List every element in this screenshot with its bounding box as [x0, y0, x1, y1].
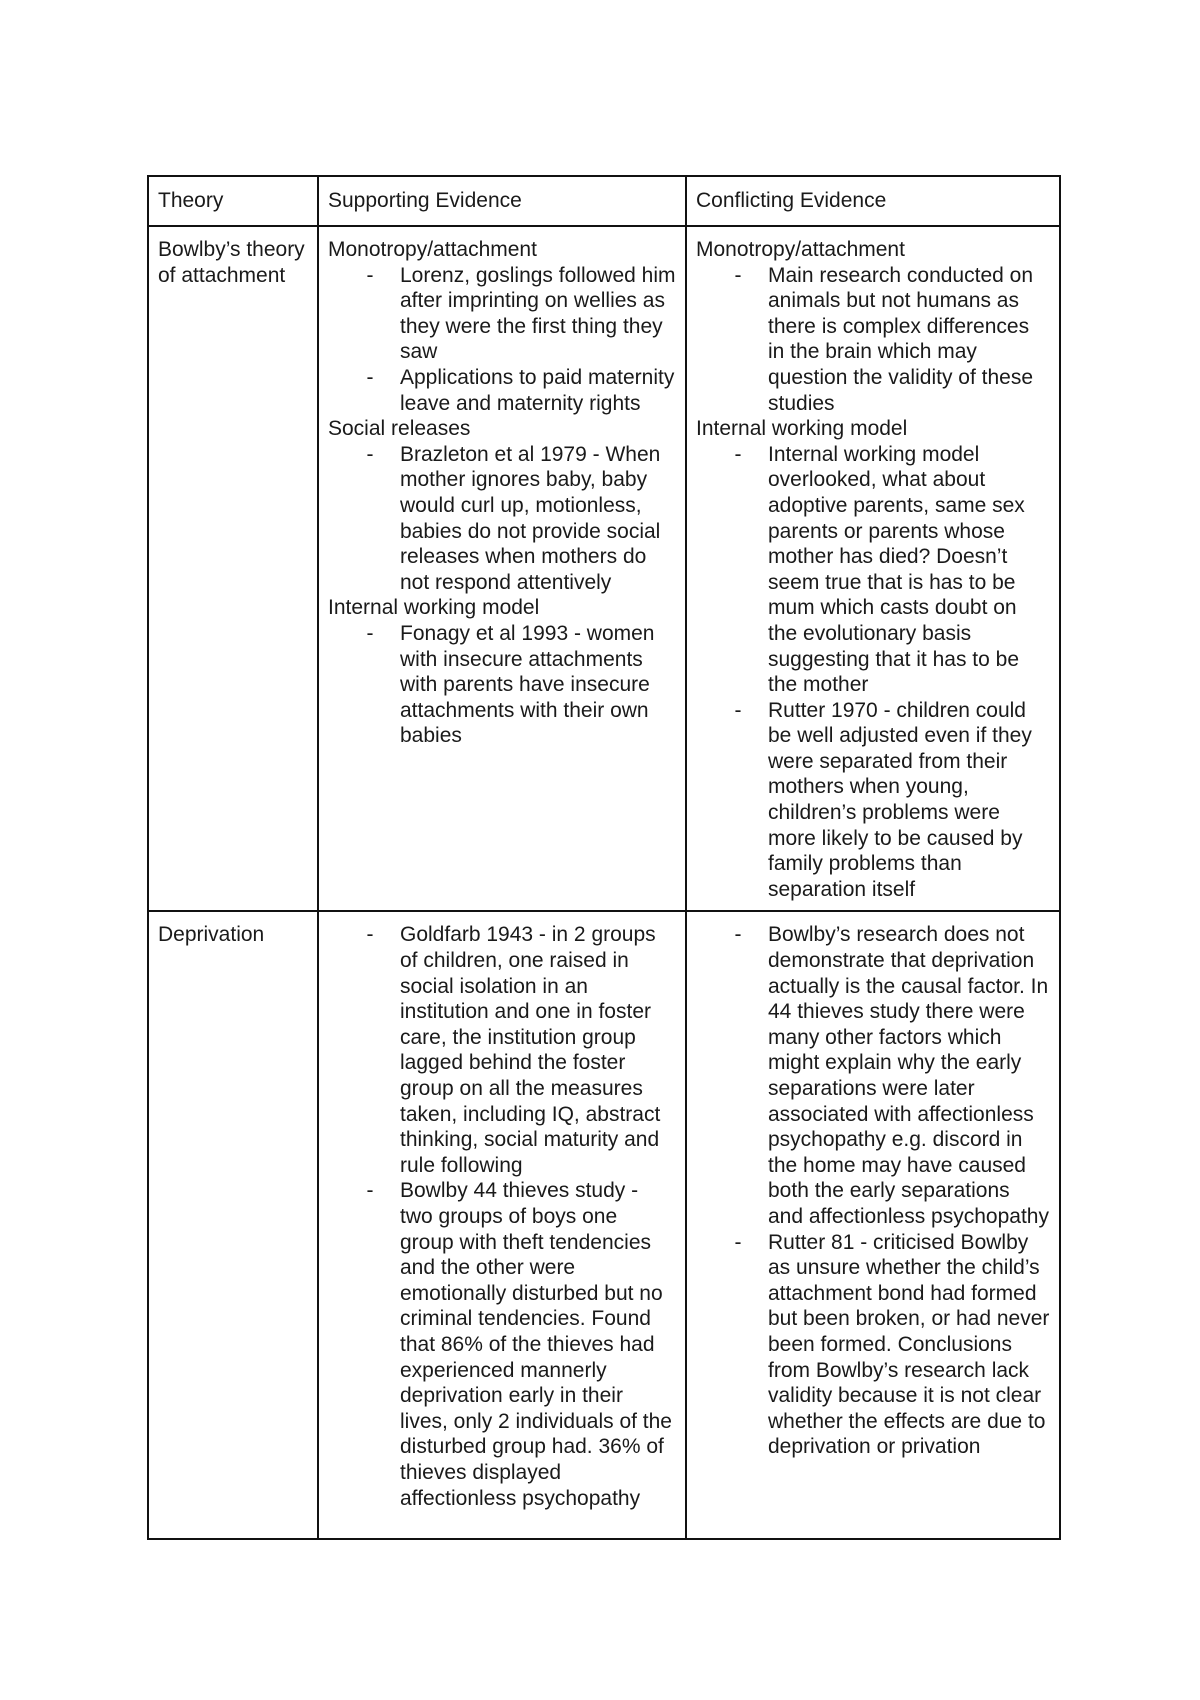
dash-bullet-icon: -: [366, 365, 374, 389]
header-conflicting-evidence: Conflicting Evidence: [686, 176, 1060, 226]
dash-bullet-icon: -: [366, 621, 374, 645]
evidence-list: [328, 263, 676, 417]
header-theory: Theory: [148, 176, 318, 226]
list-item-text: Internal working model overlooked, what about adoptive parents, same sex parents or parents whose mother has died? Doesn’t seem true that is has to be mum which casts doubt on the evolutionary basis suggesting that it has to be the mother: [768, 442, 1025, 697]
evidence-list: [328, 621, 676, 749]
dash-bullet-icon: -: [734, 442, 742, 466]
list-item: [366, 365, 676, 416]
list-item-text: Goldfarb 1943 - in 2 groups of children, one raised in social isolation in an institution and one in foster care, the institution group lagged behind the foster group on all the measures taken, including IQ, abstract thinking, social maturity and rule following: [400, 923, 661, 1177]
list-item: [366, 1178, 676, 1511]
evidence-list: [696, 922, 1050, 1459]
list-item: [366, 442, 676, 596]
dash-bullet-icon: -: [734, 1230, 742, 1254]
dash-bullet-icon: -: [734, 698, 742, 722]
list-item-text: Applications to paid maternity leave and maternity rights: [400, 365, 675, 415]
list-item: [734, 442, 1050, 698]
evidence-subheading: Monotropy/attachment: [328, 238, 537, 261]
list-item-text: Fonagy et al 1993 - women with insecure attachments with parents have insecure attachments with their own babies: [400, 621, 655, 748]
list-item: [366, 922, 676, 1178]
header-supporting-evidence: Supporting Evidence: [318, 176, 686, 226]
list-item: [734, 1230, 1050, 1460]
evidence-list: [696, 442, 1050, 903]
dash-bullet-icon: -: [366, 442, 374, 466]
dash-bullet-icon: -: [734, 263, 742, 287]
dash-bullet-icon: -: [366, 263, 374, 287]
list-item-text: Main research conducted on animals but not humans as there is complex differences in the brain which may question the validity of these studies: [768, 263, 1034, 415]
list-item: [734, 922, 1050, 1229]
evidence-subheading: Internal working model: [696, 417, 908, 441]
list-item-text: Brazleton et al 1979 - When mother ignores baby, baby would curl up, motionless, babies do not provide social releases when mothers do not respond attentively: [400, 442, 661, 594]
evidence-list: [328, 442, 676, 596]
list-item-text: Bowlby’s research does not demonstrate that deprivation actually is the causal factor. In 44 thieves study there were many other factors which might explain why the early separations were later associated with affectionless psychopathy e.g. discord in the home may have caused both the early separations and affectionless psychopathy: [768, 923, 1049, 1228]
dash-bullet-icon: -: [366, 1179, 374, 1203]
table-header-row: [148, 176, 1060, 226]
list-item-text: Rutter 81 - criticised Bowlby as unsure whether the child’s attachment bond had formed but been broken, or had never been formed. Conclusions from Bowlby’s research lack validity because it is not clear whether the effects are due to deprivation or privation: [768, 1230, 1050, 1459]
theory-cell: Deprivation: [148, 911, 318, 1539]
supporting-cell: [318, 226, 686, 911]
evidence-list: [696, 263, 1050, 417]
evidence-subheading: Social releases: [328, 417, 471, 441]
table-row: [148, 911, 1060, 1539]
evidence-list: [328, 922, 676, 1511]
evidence-subheading: Internal working model: [328, 596, 540, 620]
list-item: [734, 263, 1050, 417]
theory-cell: Bowlby’s theory of attachment: [148, 226, 318, 911]
dash-bullet-icon: -: [366, 923, 374, 947]
conflicting-cell: [686, 911, 1060, 1539]
evidence-subheading: Monotropy/attachment: [696, 238, 905, 261]
list-item-text: Lorenz, goslings followed him after imprinting on wellies as they were the first thing they saw: [400, 263, 676, 364]
supporting-cell: [318, 911, 686, 1539]
list-item: [366, 263, 676, 365]
evidence-table: [147, 175, 1061, 1540]
list-item: [366, 621, 676, 749]
table-row: [148, 226, 1060, 911]
list-item-text: Bowlby 44 thieves study - two groups of boys one group with theft tendencies and the other were emotionally disturbed but no criminal tendencies. Found that 86% of the thieves had experienced mannerly deprivation early in their lives, only 2 individuals of the disturbed group had. 36% of thieves displayed affectionless psychopathy: [400, 1179, 672, 1510]
list-item: [734, 698, 1050, 903]
dash-bullet-icon: -: [734, 923, 742, 947]
list-item-text: Rutter 1970 - children could be well adjusted even if they were separated from their mothers when young, children’s problems were more likely to be caused by family problems than separation itself: [768, 698, 1032, 901]
conflicting-cell: [686, 226, 1060, 911]
